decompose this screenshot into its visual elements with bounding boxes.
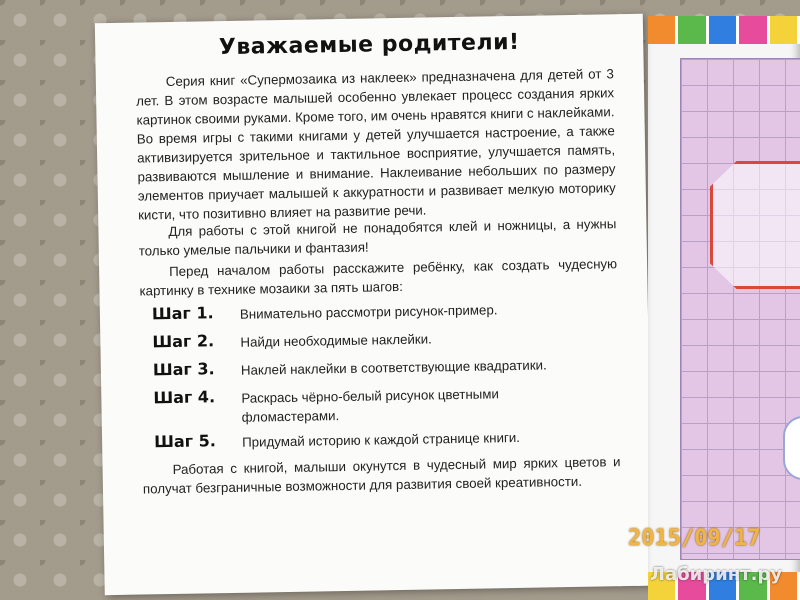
watermark-logo: Лабиринт.ру	[650, 564, 783, 585]
color-strip-top	[648, 16, 800, 44]
step-1-label: Шаг 1.	[151, 303, 214, 324]
step-4-text: Раскрась чёрно-белый рисунок цветными фломастерами.	[241, 386, 499, 425]
mosaic-grid	[680, 58, 800, 560]
instructions-paragraph: Перед началом работы расскажите ребёнку, как создать чудесную картинку в технике мозаики за пять шагов:	[139, 256, 618, 299]
step-2-label: Шаг 2.	[152, 331, 215, 352]
materials-paragraph: Для работы с этой книгой не понадобятся клей и ножницы, а нужны только умелые пальчики и фантазия!	[138, 216, 617, 259]
page-title: Уважаемые родители!	[218, 29, 520, 61]
intro-paragraph: Серия книг «Супермозаика из наклеек» предназначена для детей от 3 лет. В этом возрасте малышей особенно увлекает процесс создания ярких картинок своими руками. Кроме того, им очень нравятся книги с наклейками. Во время игры с такими книгами у детей улучшается настроение, а также активизируется зрительное и тактильное восприятие, улучшается память, развиваются мышление и внимание. Наклеивание небольших по размеру элементов приучает малышей к аккуратности и развивает мелкую моторику кисти, что позитивно влияет на развитие речи.	[136, 66, 616, 223]
step-5-label: Шаг 5.	[153, 431, 216, 452]
book-page-left	[95, 14, 653, 595]
step-3-text: Наклей наклейки в соответствующие квадратики.	[240, 357, 547, 378]
closing-paragraph: Работая с книгой, малыши окунутся в чудесный мир ярких цветов и получат безграничные возможности для развития своей креативности.	[142, 454, 621, 497]
step-1-text: Внимательно рассмотри рисунок-пример.	[239, 302, 498, 322]
character-fragment	[783, 416, 800, 480]
step-3-label: Шаг 3.	[152, 359, 215, 380]
octagon-outline	[710, 161, 800, 289]
step-2-text: Найди необходимые наклейки.	[240, 331, 432, 350]
book-page-right	[648, 16, 800, 600]
step-4-label: Шаг 4.	[153, 387, 216, 408]
step-5-text: Придумай историю к каждой странице книги.	[242, 429, 521, 450]
date-stamp: 2015/09/17	[628, 526, 761, 551]
